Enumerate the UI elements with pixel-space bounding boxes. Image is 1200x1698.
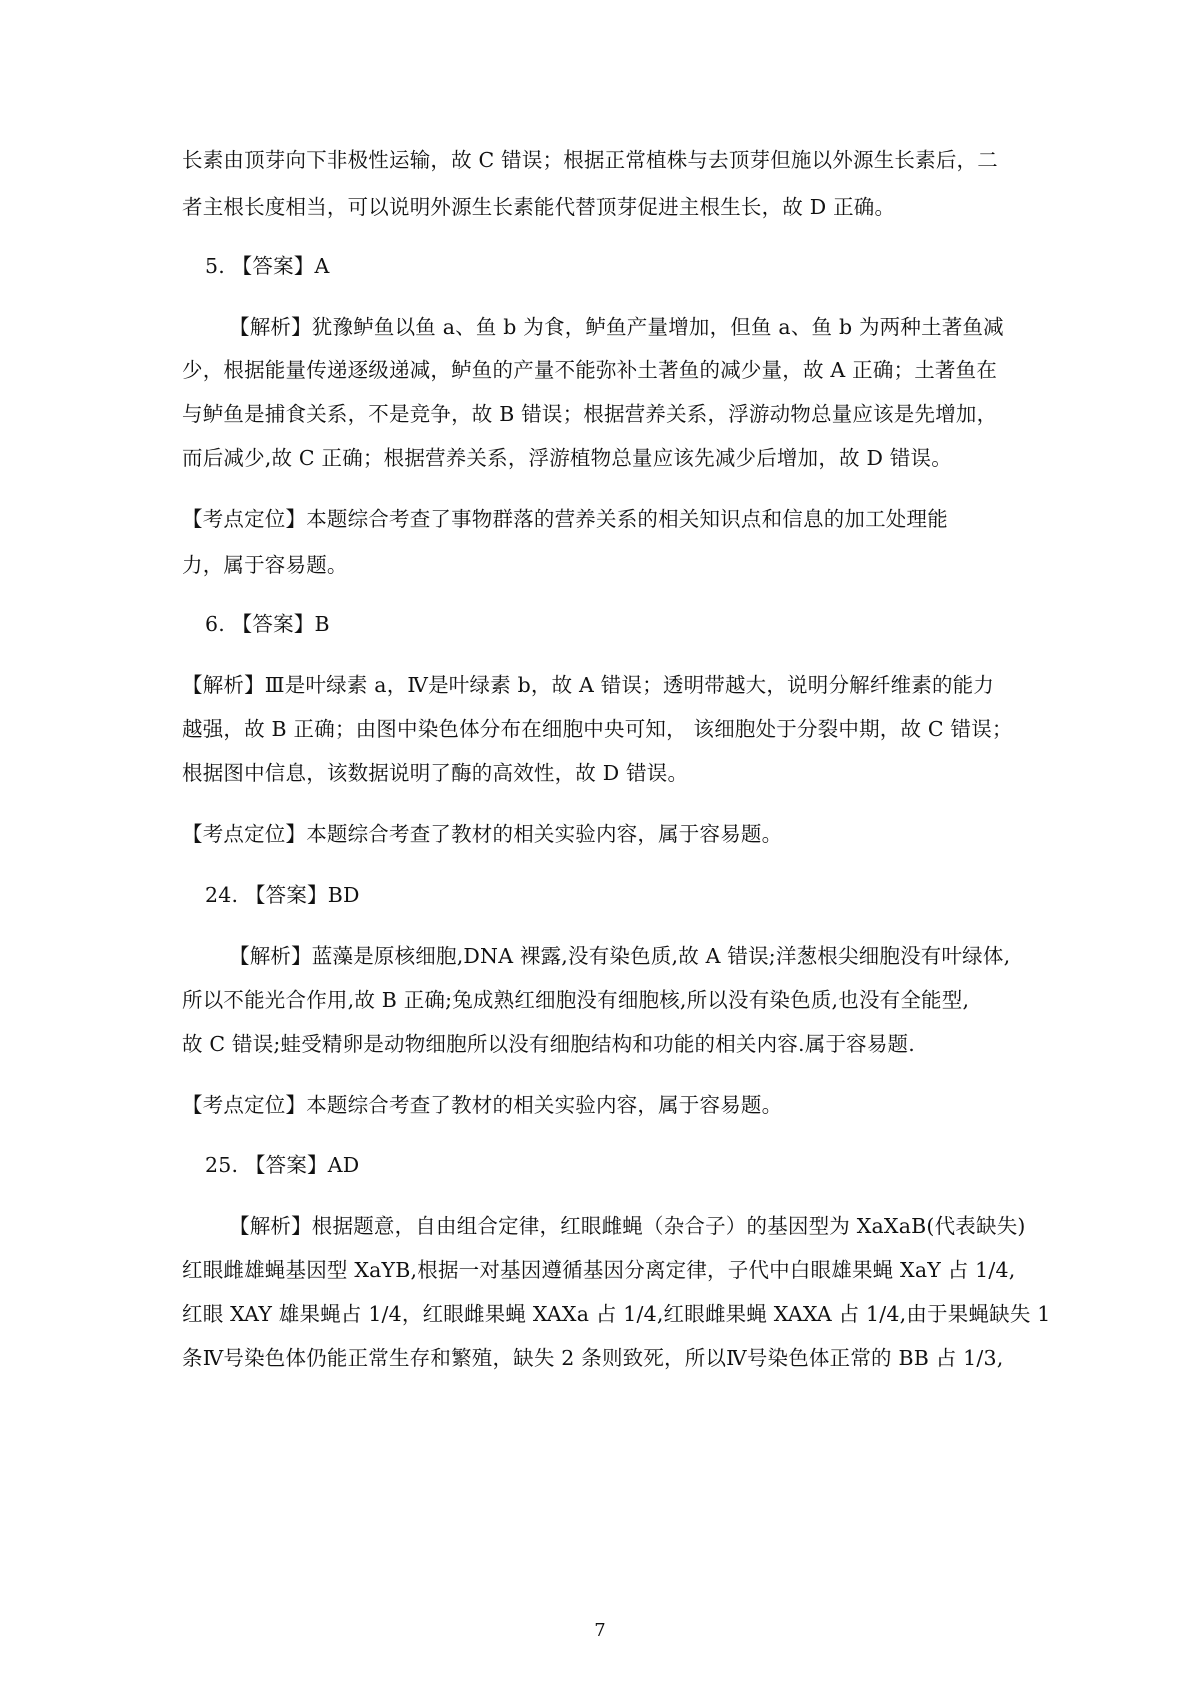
text-line: 【解析】Ⅲ是叶绿素 a，Ⅳ是叶绿素 b，故 A 错误；透明带越大，说明分解纤维素的能力 [182,673,995,697]
text-line: 力，属于容易题。 [182,553,348,577]
text-line: 所以不能光合作用,故 B 正确;兔成熟红细胞没有细胞核,所以没有染色质,也没有全能型, [182,988,970,1012]
text-line: 【解析】犹豫鲈鱼以鱼 a、鱼 b 为食，鲈鱼产量增加，但鱼 a、鱼 b 为两种土著鱼减 [229,315,1004,339]
answer-heading: 24. 【答案】BD [205,883,360,907]
text-line: 【解析】根据题意，自由组合定律，红眼雌蝇（杂合子）的基因型为 XaXaB(代表缺失) [229,1214,1026,1238]
text-line: 【考点定位】本题综合考查了事物群落的营养关系的相关知识点和信息的加工处理能 [182,507,948,531]
text-line: 红眼 XAY 雄果蝇占 1/4，红眼雌果蝇 XAXa 占 1/4,红眼雌果蝇 XAXA 占 1/4,由于果蝇缺失 1 [182,1302,1051,1326]
text-line: 【考点定位】本题综合考查了教材的相关实验内容，属于容易题。 [182,822,783,846]
text-line: 根据图中信息，该数据说明了酶的高效性，故 D 错误。 [182,761,689,785]
text-line: 而后减少,故 C 正确；根据营养关系，浮游植物总量应该先减少后增加，故 D 错误。 [182,446,952,470]
text-line: 者主根长度相当，可以说明外源生长素能代替顶芽促进主根生长，故 D 正确。 [182,195,896,219]
text-line: 【解析】蓝藻是原核细胞,DNA 裸露,没有染色质,故 A 错误;洋葱根尖细胞没有叶绿体, [229,944,1011,968]
page-number: 7 [594,1620,606,1641]
text-line: 【考点定位】本题综合考查了教材的相关实验内容，属于容易题。 [182,1093,783,1117]
text-line: 少，根据能量传递逐级递减，鲈鱼的产量不能弥补土著鱼的减少量，故 A 正确；土著鱼在 [182,358,998,382]
answer-heading: 25. 【答案】AD [205,1153,360,1177]
answer-heading: 5. 【答案】A [205,254,330,278]
text-line: 长素由顶芽向下非极性运输，故 C 错误；根据正常植株与去顶芽但施以外源生长素后，二 [182,148,998,172]
answer-heading: 6. 【答案】B [205,612,330,636]
text-line: 条Ⅳ号染色体仍能正常生存和繁殖，缺失 2 条则致死，所以Ⅳ号染色体正常的 BB 占 1/3, [182,1346,1004,1370]
text-line: 与鲈鱼是捕食关系，不是竞争，故 B 错误；根据营养关系，浮游动物总量应该是先增加， [182,402,998,426]
text-line: 故 C 错误;蛙受精卵是动物细胞所以没有细胞结构和功能的相关内容.属于容易题. [182,1032,915,1056]
text-line: 红眼雌雄蝇基因型 XaYB,根据一对基因遵循基因分离定律，子代中白眼雄果蝇 XaY 占 1/4, [182,1258,1016,1282]
text-line: 越强，故 B 正确；由图中染色体分布在细胞中央可知， 该细胞处于分裂中期，故 C 错误； [182,717,1013,741]
